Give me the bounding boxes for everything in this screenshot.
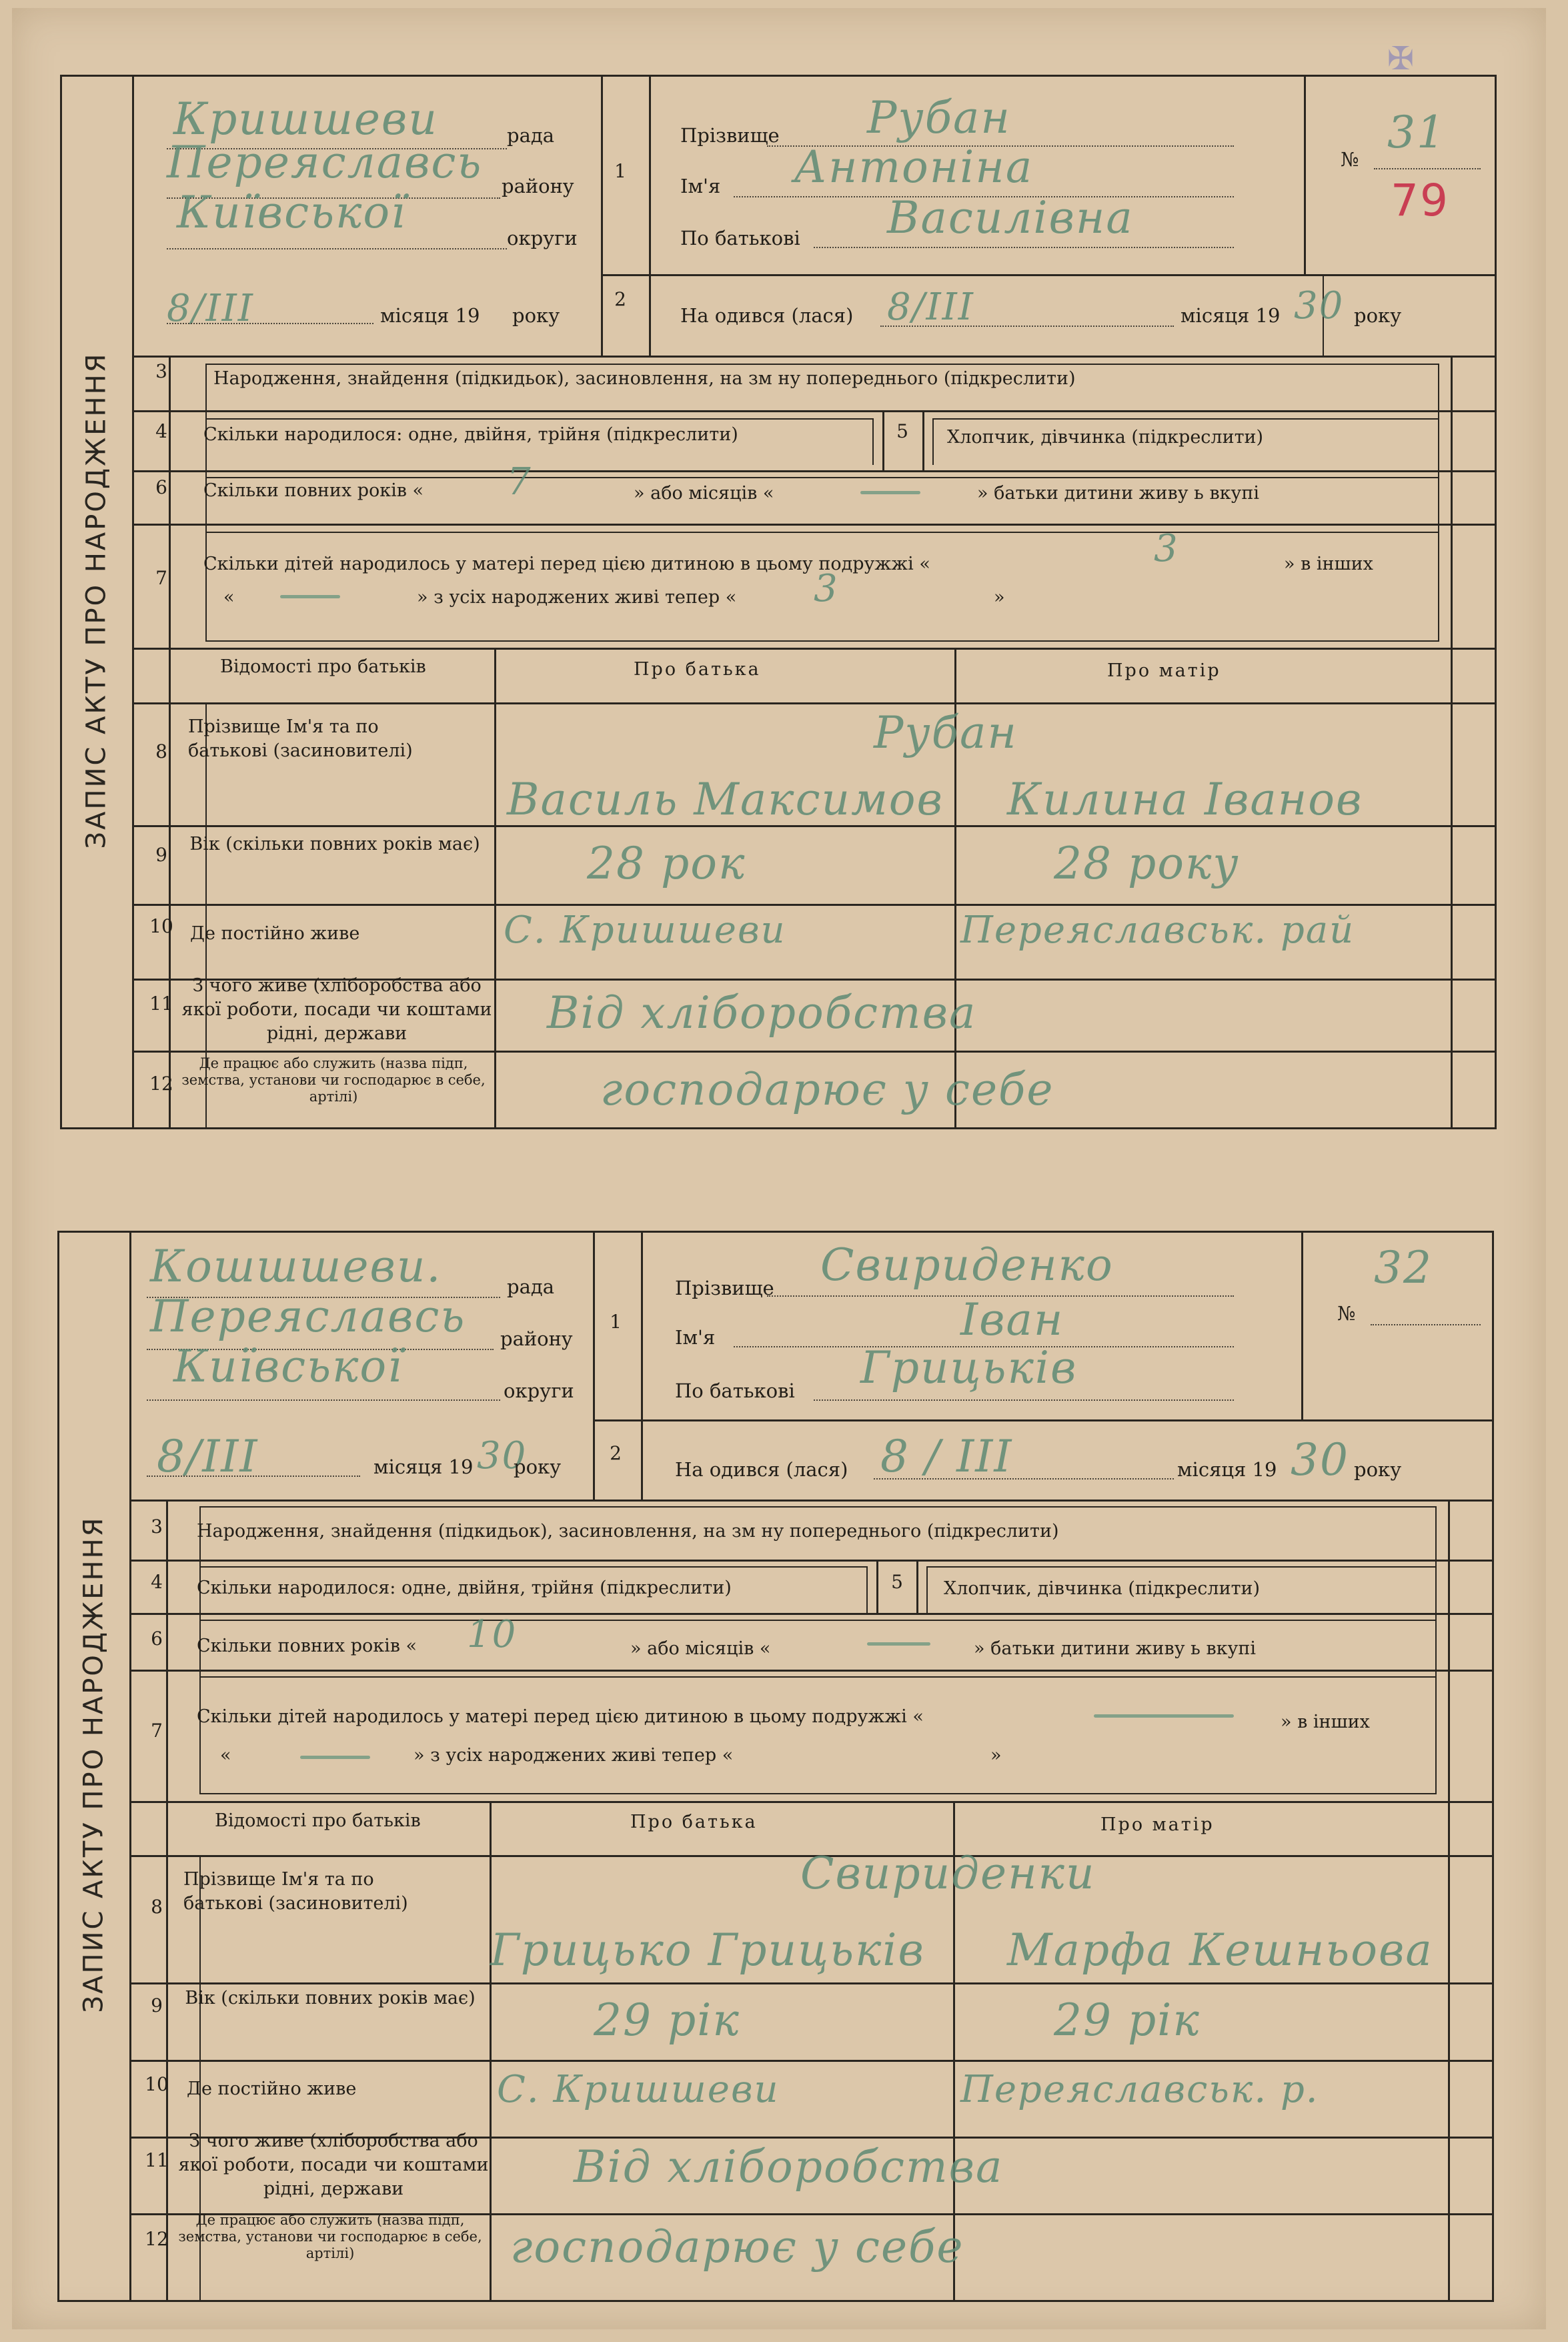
field-number-11: 11 [149,993,173,1015]
row11-label-2: З чого живе (хліборобства або якої роботи, посади чи коштами рідні, держави [178,2131,489,2199]
field-number-5: 5 [896,420,908,442]
surname-value-2: Свириденко [820,1239,1114,1291]
field-number-2b: 2 [610,1442,622,1464]
mother-lives-value-2: Переяславськ. р. [960,2068,1319,2111]
patronymic-label-2: По батькові [675,1379,795,1402]
row4-text: Скільки народилося: одне, двійня, трійня (підкреслити) [203,424,738,445]
row5-text-2: Хлопчик, дівчинка (підкреслити) [944,1578,1261,1599]
row4-text-2: Скільки народилося: одне, двійня, трійня (підкреслити) [197,1578,732,1598]
father-name-value-2: Грицько Грицьків [490,1924,925,1976]
row7-text-c-2: « [220,1745,231,1766]
born-day-value-2: 8 / III [880,1431,1013,1482]
record-number-2: 32 [1374,1242,1433,1293]
father-head: Про батька [634,659,761,680]
row7-text-a-2: Скільки дітей народилось у матері перед цією дитиною в цьому подружжі « [197,1706,924,1727]
record-number: 31 [1387,107,1446,158]
row12-label-2: Де працює або служить (назва підп, земства, установи чи господарює в себе, артілі) [178,2212,482,2261]
born-day-value: 8/III [887,285,974,329]
patronymic-value: Василівна [887,192,1134,243]
row6-text-a: Скільки повних років « [203,480,424,501]
work-value: господарює у себе [600,1064,1054,1115]
father-age-value-2: 29 рік [594,1994,740,2046]
field-number-7b: 7 [151,1720,163,1742]
raion-value-2: Переяславсь [150,1291,466,1342]
rada-value: Кришшеви [173,93,438,145]
field-number-11b: 11 [145,2149,169,2171]
father-lives-value: С. Кришшеви [504,909,786,952]
father-age-value: 28 рок [587,838,746,889]
surname-value: Рубан [867,92,1011,143]
row6-text-c-2: » батьки дитини живу ь вкупі [974,1638,1257,1659]
born-label: На одився (лася) [680,304,854,327]
row9-label: Вік (скільки повних років має) [189,834,480,854]
father-lives-value-2: С. Кришшеви [497,2068,780,2111]
father-head-2: Про батька [630,1812,758,1832]
row3-text: Народження, знайдення (підкидьок), засиновлення, на зм ну попереднього (підкреслити) [213,368,1076,389]
field-number-6b: 6 [151,1628,163,1650]
row12-label: Де працює або служить (назва підп, земства, установи чи господарює в себе, артілі) [181,1055,486,1105]
rada-value-2: Кошшшеви. [150,1241,442,1292]
name-value-2: Іван [960,1294,1064,1345]
row10-label: Де постійно живе [190,923,360,944]
row8-label: Прізвище Ім'я та по батькові (засиновителі) [188,716,413,761]
field-number-8b: 8 [151,1896,163,1918]
years-together-value-2: 10 [467,1613,518,1656]
okruha-label-2: округи [504,1379,574,1402]
name-label: Ім'я [680,175,721,197]
corner-stamp: ✠ [1387,40,1415,77]
row7-text-d-2: » з усіх народжених живі тепер « [414,1745,734,1766]
surname-label-2: Прізвище [675,1277,774,1299]
field-number-12: 12 [149,1073,173,1095]
date-year-value-2: 30 [477,1434,528,1478]
field-number-12b: 12 [145,2228,169,2250]
patronymic-value-2: Грицьків [860,1342,1078,1393]
side-title-2: ЗАПИС АКТУ ПРО НАРОДЖЕННЯ [78,1516,109,2013]
field-number-1b: 1 [610,1311,622,1333]
born-year-value-2: 30 [1291,1434,1349,1486]
red-number: 79 [1391,175,1449,226]
row7-text-b-2: » в інших [1281,1712,1370,1732]
field-number-9b: 9 [151,1994,163,2016]
field-number-3b: 3 [151,1516,163,1538]
born-label-2: На одився (лася) [675,1458,848,1481]
income-value: Від хліборобства [547,987,977,1039]
field-number-5b: 5 [891,1571,903,1593]
row5-text: Хлопчик, дівчинка (підкреслити) [947,427,1264,448]
children-before-value: 3 [1154,527,1179,570]
row7-text-a: Скільки дітей народилось у матері перед цією дитиною в цьому подружжі « [203,554,930,574]
date-left-value-2: 8/III [157,1431,259,1482]
field-number-7: 7 [155,567,167,589]
born-year-value: 30 [1294,284,1345,328]
row7-text-d: » з усіх народжених живі тепер « [417,587,737,608]
raion-label: районy [502,175,574,197]
row6-text-b-2: » або місяців « [630,1638,771,1659]
raion-label-2: районy [500,1327,573,1350]
month-label-2: місяця 19 [373,1455,474,1478]
side-title-1: ЗАПИС АКТУ ПРО НАРОДЖЕННЯ [81,352,112,848]
mother-head-2: Про матір [1100,1814,1215,1835]
mother-lives-value: Переяславськ. рай [960,909,1355,952]
mother-age-value: 28 року [1054,838,1240,889]
parents-head: Відомості про батьків [220,656,426,677]
field-number-1: 1 [614,160,626,182]
parents-surname-value-2: Свириденки [800,1848,1096,1899]
row6-text-b: » або місяців « [634,483,774,504]
surname-label: Прізвище [680,124,780,147]
rada-label: рада [507,124,554,147]
mother-head: Про матір [1107,660,1221,681]
mother-name-value: Килина Іванов [1007,774,1363,825]
patronymic-label: По батькові [680,227,800,249]
father-name-value: Василь Максимов [507,774,944,825]
born-year-label: року [1354,304,1402,327]
row6-text-c: » батьки дитини живу ь вкупі [977,483,1260,504]
field-number-10b: 10 [145,2073,169,2095]
mother-name-value-2: Марфа Кешньова [1007,1924,1433,1976]
okruha-value-2: Київської [173,1341,404,1392]
row7-text-c: « [223,587,235,608]
field-number-4b: 4 [151,1571,163,1593]
field-number-6: 6 [155,476,167,498]
row8-label-2: Прізвище Ім'я та по батькові (засиновителі) [183,1869,408,1914]
row7-text-e-2: » [990,1745,1002,1766]
number-label: № [1341,148,1359,171]
row9-label-2: Вік (скільки повних років має) [185,1988,476,2008]
year-label: року [512,304,560,327]
row6-text-a-2: Скільки повних років « [197,1636,418,1656]
born-year-label-2: року [1354,1458,1402,1481]
income-value-2: Від хліборобства [574,2141,1004,2193]
children-alive-value: 3 [814,567,839,610]
raion-value: Переяславсь [167,137,483,188]
mother-age-value-2: 29 рік [1054,1994,1201,2046]
parents-head-2: Відомості про батьків [215,1810,421,1831]
field-number-4: 4 [155,420,167,442]
row11-label: З чого живе (хліборобства або якої роботи, посади чи коштами рідні, держави [181,975,492,1044]
years-together-value: 7 [507,460,532,504]
month-label: місяця 19 [380,304,480,327]
name-value: Антоніна [794,141,1034,193]
row10-label-2: Де постійно живе [187,2079,357,2099]
field-number-3: 3 [155,360,167,382]
born-month-label-2: місяця 19 [1177,1458,1277,1481]
date-left-value: 8/III [167,287,254,330]
field-number-8: 8 [155,740,167,762]
row3-text-2: Народження, знайдення (підкидьок), засиновлення, на зм ну попереднього (підкреслити) [197,1521,1059,1542]
row7-text-b: » в інших [1284,554,1373,574]
parents-surname-value: Рубан [874,707,1018,758]
okruha-value: Київської [177,187,407,238]
row7-text-e: » [994,587,1005,608]
name-label-2: Ім'я [675,1326,716,1349]
year-label-2: року [514,1455,562,1478]
field-number-2: 2 [614,288,626,310]
number-label-2: № [1337,1302,1356,1325]
rada-label-2: рада [507,1275,554,1298]
okruha-label: округи [507,227,578,249]
work-value-2: господарює у себе [510,2221,964,2273]
field-number-9: 9 [155,844,167,866]
field-number-10: 10 [149,915,173,937]
born-month-label: місяця 19 [1181,304,1281,327]
